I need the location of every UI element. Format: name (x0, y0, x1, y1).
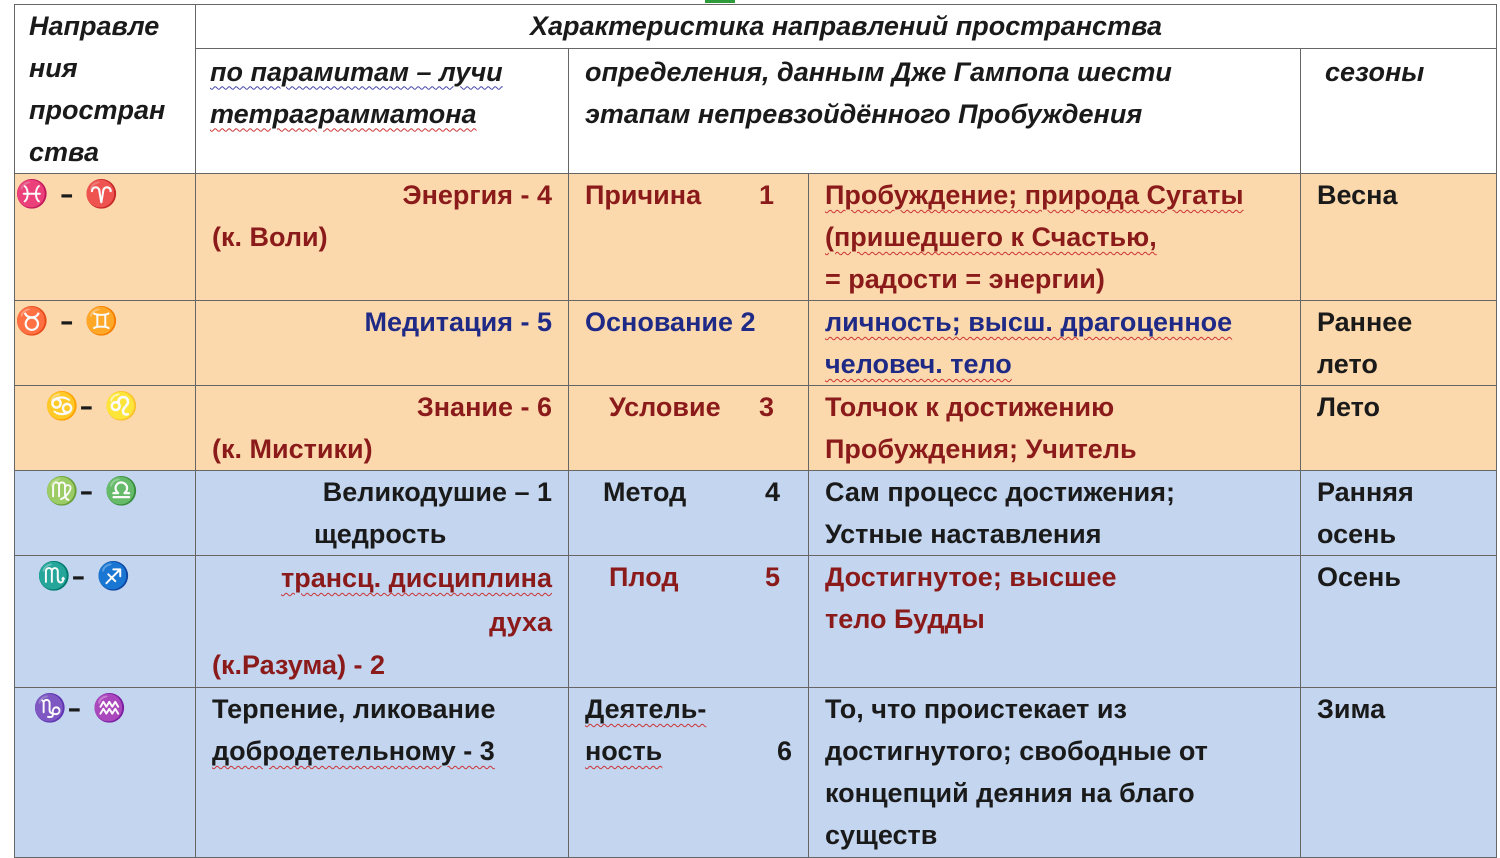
zodiac-pair-icon: ♑– ♒ (15, 688, 196, 858)
definition-line: То, что проистекает из (825, 694, 1127, 724)
header-directions-line: ния (29, 53, 78, 83)
paramita-text: Энергия - 4 (402, 180, 552, 210)
season-cell (1301, 556, 1497, 688)
season-label: Ранняя (1317, 477, 1414, 507)
table-row (15, 301, 1497, 386)
header-paramitas-line: по парамитам – лучи (210, 56, 503, 87)
definition-line: личность; высш. драгоценное (825, 307, 1233, 337)
zodiac-pair-icon: ♏– ♐ (15, 556, 196, 688)
definition-cell (809, 688, 1301, 858)
definition-line: Пробуждение; природа Сугаты (825, 180, 1244, 210)
paramita-text: трансц. дисциплина (281, 563, 552, 593)
header-row-1 (15, 5, 1497, 49)
definition-cell (809, 471, 1301, 556)
paramita-cell (196, 688, 569, 858)
stage-cell (569, 301, 809, 386)
paramita-cell (196, 174, 569, 301)
header-seasons-label: сезоны (1325, 56, 1425, 87)
stage-cell (569, 386, 809, 471)
season-cell (1301, 471, 1497, 556)
stage-label: Причина (585, 180, 702, 210)
table-row (15, 386, 1497, 471)
header-definitions (569, 48, 1301, 174)
paramita-text: Великодушие – 1 (322, 477, 552, 507)
definition-line: человеч. тело (825, 349, 1012, 379)
stage-label: Плод (609, 562, 679, 592)
definition-cell (809, 556, 1301, 688)
stage-cell (569, 556, 809, 688)
table-row (15, 556, 1497, 688)
stage-number: 4 (764, 477, 780, 507)
definition-cell (809, 174, 1301, 301)
definition-line: существ (825, 820, 938, 850)
definition-line: = радости = энергии) (825, 264, 1105, 294)
zodiac-pair-icon: ♍– ♎ (15, 471, 196, 556)
stage-cell (569, 471, 809, 556)
season-label: осень (1317, 519, 1397, 549)
header-row-2 (15, 48, 1497, 174)
header-directions (15, 5, 196, 174)
paramita-cell: трансц. дисциплина духа (к.Разума) - 2 (196, 556, 569, 688)
definition-line: Устные наставления (825, 519, 1102, 549)
stage-label: Метод (603, 477, 687, 507)
table-row (15, 471, 1497, 556)
season-cell (1301, 174, 1497, 301)
header-directions-line: Направле (29, 11, 160, 41)
header-title (196, 5, 1497, 49)
paramita-text: духа (489, 607, 552, 637)
paramita-text: Терпение, ликование (212, 694, 496, 724)
table-row (15, 688, 1497, 858)
header-directions-line: ства (29, 137, 99, 167)
header-paramitas-line: тетраграмматона (210, 98, 477, 129)
definition-line: Пробуждения; Учитель (825, 434, 1137, 464)
paramita-cell: Знание - 6 (к. Мистики) (196, 386, 569, 471)
definition-line: Достигнутое; высшее (825, 562, 1117, 592)
definition-line: Сам процесс достижения; (825, 477, 1175, 507)
header-directions-line: простран (29, 95, 166, 125)
stage-number: 5 (764, 562, 780, 592)
definition-line: Толчок к достижению (825, 392, 1115, 422)
header-paramitas (196, 48, 569, 174)
table-title: Характеристика направлений пространства (529, 11, 1163, 41)
paramita-cell (196, 301, 569, 386)
season-label: Лето (1317, 392, 1380, 422)
season-label: Раннее (1317, 307, 1413, 337)
stage-label: ность (585, 736, 663, 766)
paramita-note: Мистики (249, 434, 364, 464)
paramita-cell (196, 471, 569, 556)
stage-number: 1 (758, 180, 774, 210)
definition-line: (пришедшего к Счастью, (825, 222, 1157, 252)
season-cell (1301, 386, 1497, 471)
paramita-note: Разума (242, 650, 338, 680)
directions-table (14, 4, 1497, 858)
definition-cell (809, 301, 1301, 386)
stage-label: Условие (609, 392, 721, 422)
season-cell (1301, 688, 1497, 858)
season-label: Осень (1317, 562, 1401, 592)
header-definitions-line: определения, данным Дже Гампопа шести (585, 56, 1172, 87)
table-row (15, 174, 1497, 301)
season-label: лето (1317, 349, 1378, 379)
season-cell (1301, 301, 1497, 386)
stage-cell (569, 174, 809, 301)
paramita-text: Знание - 6 (416, 392, 552, 422)
stage-cell (569, 688, 809, 858)
season-label: Весна (1317, 180, 1398, 210)
definition-line: тело Будды (825, 604, 985, 634)
stage-label: Основание 2 (585, 307, 756, 337)
definition-line: концепций деяния на благо (825, 778, 1195, 808)
season-label: Зима (1317, 694, 1386, 724)
paramita-note: (к. Воли) (212, 222, 328, 252)
definition-line: достигнутого; свободные от (825, 736, 1208, 766)
zodiac-pair-icon: ♉ – ♊ (15, 301, 196, 386)
stage-number: 3 (758, 392, 774, 422)
paramita-text: Медитация - 5 (364, 307, 552, 337)
paramita-text: добродетельному - 3 (212, 736, 495, 766)
definition-cell (809, 386, 1301, 471)
stage-label: Деятель- (585, 694, 707, 724)
stage-number: 6 (776, 736, 792, 766)
paramita-note: щедрость (314, 519, 447, 549)
header-seasons (1301, 48, 1497, 174)
zodiac-pair-icon: ♓ – ♈ (15, 174, 196, 301)
zodiac-pair-icon: ♋– ♌ (15, 386, 196, 471)
top-accent-line (705, 0, 735, 3)
header-definitions-line: этапам непревзойдённого Пробуждения (585, 98, 1143, 129)
